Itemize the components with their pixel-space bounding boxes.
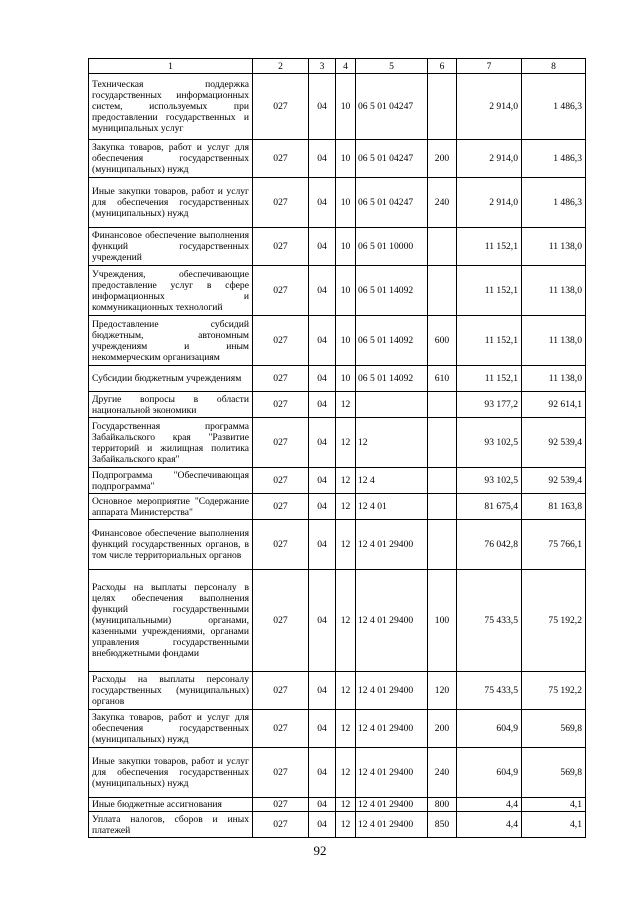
expense-type-cell [428, 418, 457, 468]
column-header: 4 [336, 59, 356, 74]
table-row [89, 812, 586, 838]
target-article-cell: 12 4 01 [356, 494, 428, 520]
amount-year2-cell: 11 138,0 [522, 266, 586, 316]
expense-type-cell [428, 392, 457, 418]
row-name-cell: Иные закупки товаров, работ и услуг для обеспечения государственных (муниципальных) нужд [89, 178, 253, 228]
amount-year1-cell: 4,4 [457, 812, 522, 838]
amount-year1-cell: 4,4 [457, 798, 522, 812]
expense-type-cell: 800 [428, 798, 457, 812]
amount-year2-cell: 569,8 [522, 710, 586, 748]
target-article-cell [356, 392, 428, 418]
amount-year1-cell: 93 177,2 [457, 392, 522, 418]
amount-year1-cell: 11 152,1 [457, 316, 522, 366]
chapter-code-cell: 027 [253, 710, 309, 748]
amount-year2-cell: 11 138,0 [522, 316, 586, 366]
target-article-cell: 12 [356, 418, 428, 468]
section-code-cell: 04 [309, 178, 336, 228]
subsection-code-cell: 12 [336, 570, 356, 672]
table-row [89, 418, 586, 468]
subsection-code-cell: 12 [336, 798, 356, 812]
chapter-code-cell: 027 [253, 316, 309, 366]
target-article-cell: 12 4 01 29400 [356, 570, 428, 672]
expense-type-cell: 200 [428, 710, 457, 748]
section-code-cell: 04 [309, 316, 336, 366]
amount-year2-cell: 75 192,2 [522, 570, 586, 672]
expense-type-cell [428, 520, 457, 570]
budget-table [88, 58, 586, 838]
expense-type-cell: 120 [428, 672, 457, 710]
column-number-row [89, 59, 586, 74]
target-article-cell: 12 4 01 29400 [356, 520, 428, 570]
chapter-code-cell: 027 [253, 570, 309, 672]
amount-year2-cell: 81 163,8 [522, 494, 586, 520]
target-article-cell: 06 5 01 10000 [356, 228, 428, 266]
amount-year2-cell: 75 192,2 [522, 672, 586, 710]
amount-year1-cell: 2 914,0 [457, 74, 522, 140]
section-code-cell: 04 [309, 366, 336, 392]
subsection-code-cell: 12 [336, 520, 356, 570]
chapter-code-cell: 027 [253, 366, 309, 392]
target-article-cell: 12 4 01 29400 [356, 672, 428, 710]
column-header: 7 [457, 59, 522, 74]
row-name-cell: Субсидии бюджетным учреждениям [89, 366, 253, 392]
page-number: 92 [313, 843, 327, 858]
table-body [89, 74, 586, 838]
subsection-code-cell: 12 [336, 468, 356, 494]
row-name-cell: Государственная программа Забайкальского края "Развитие территорий и жилищная политика Забайкальского края" [89, 418, 253, 468]
subsection-code-cell: 12 [336, 748, 356, 798]
amount-year1-cell: 2 914,0 [457, 140, 522, 178]
chapter-code-cell: 027 [253, 468, 309, 494]
section-code-cell: 04 [309, 228, 336, 266]
expense-type-cell [428, 468, 457, 494]
section-code-cell: 04 [309, 494, 336, 520]
chapter-code-cell: 027 [253, 392, 309, 418]
row-name-cell: Финансовое обеспечение выполнения функций государственных учреждений [89, 228, 253, 266]
target-article-cell: 12 4 01 29400 [356, 812, 428, 838]
chapter-code-cell: 027 [253, 74, 309, 140]
column-header: 6 [428, 59, 457, 74]
target-article-cell: 06 5 01 04247 [356, 140, 428, 178]
section-code-cell: 04 [309, 266, 336, 316]
table-row [89, 316, 586, 366]
expense-type-cell: 610 [428, 366, 457, 392]
amount-year1-cell: 75 433,5 [457, 570, 522, 672]
subsection-code-cell: 12 [336, 494, 356, 520]
table-row [89, 266, 586, 316]
column-header: 1 [89, 59, 253, 74]
chapter-code-cell: 027 [253, 494, 309, 520]
table-row [89, 74, 586, 140]
expense-type-cell: 100 [428, 570, 457, 672]
row-name-cell: Финансовое обеспечение выполнения функций государственных органов, в том числе территориальных органов [89, 520, 253, 570]
target-article-cell: 12 4 [356, 468, 428, 494]
subsection-code-cell: 10 [336, 178, 356, 228]
expense-type-cell [428, 266, 457, 316]
target-article-cell: 12 4 01 29400 [356, 748, 428, 798]
table-row [89, 710, 586, 748]
row-name-cell: Другие вопросы в области национальной экономики [89, 392, 253, 418]
section-code-cell: 04 [309, 468, 336, 494]
amount-year2-cell: 75 766,1 [522, 520, 586, 570]
row-name-cell: Предоставление субсидий бюджетным, автономным учреждениям и иным некоммерческим организациям [89, 316, 253, 366]
section-code-cell: 04 [309, 748, 336, 798]
amount-year2-cell: 92 539,4 [522, 418, 586, 468]
subsection-code-cell: 10 [336, 228, 356, 266]
table-row [89, 366, 586, 392]
amount-year1-cell: 604,9 [457, 748, 522, 798]
subsection-code-cell: 10 [336, 140, 356, 178]
row-name-cell: Закупка товаров, работ и услуг для обеспечения государственных (муниципальных) нужд [89, 710, 253, 748]
amount-year2-cell: 92 614,1 [522, 392, 586, 418]
amount-year2-cell: 1 486,3 [522, 74, 586, 140]
amount-year2-cell: 1 486,3 [522, 178, 586, 228]
chapter-code-cell: 027 [253, 748, 309, 798]
row-name-cell: Иные закупки товаров, работ и услуг для обеспечения государственных (муниципальных) нужд [89, 748, 253, 798]
section-code-cell: 04 [309, 520, 336, 570]
amount-year1-cell: 11 152,1 [457, 266, 522, 316]
subsection-code-cell: 10 [336, 366, 356, 392]
amount-year2-cell: 92 539,4 [522, 468, 586, 494]
row-name-cell: Техническая поддержка государственных информационных систем, используемых при предоставлении государственных и муниципальных услуг [89, 74, 253, 140]
table-row [89, 748, 586, 798]
row-name-cell: Закупка товаров, работ и услуг для обеспечения государственных (муниципальных) нужд [89, 140, 253, 178]
chapter-code-cell: 027 [253, 178, 309, 228]
subsection-code-cell: 12 [336, 392, 356, 418]
chapter-code-cell: 027 [253, 140, 309, 178]
amount-year1-cell: 2 914,0 [457, 178, 522, 228]
row-name-cell: Уплата налогов, сборов и иных платежей [89, 812, 253, 838]
amount-year1-cell: 11 152,1 [457, 366, 522, 392]
expense-type-cell: 850 [428, 812, 457, 838]
subsection-code-cell: 12 [336, 672, 356, 710]
amount-year2-cell: 11 138,0 [522, 228, 586, 266]
chapter-code-cell: 027 [253, 266, 309, 316]
column-header: 2 [253, 59, 309, 74]
amount-year1-cell: 93 102,5 [457, 468, 522, 494]
target-article-cell: 06 5 01 14092 [356, 266, 428, 316]
row-name-cell: Иные бюджетные ассигнования [89, 798, 253, 812]
section-code-cell: 04 [309, 140, 336, 178]
target-article-cell: 06 5 01 14092 [356, 316, 428, 366]
chapter-code-cell: 027 [253, 672, 309, 710]
column-header: 3 [309, 59, 336, 74]
table-row [89, 570, 586, 672]
expense-type-cell: 240 [428, 748, 457, 798]
section-code-cell: 04 [309, 570, 336, 672]
section-code-cell: 04 [309, 812, 336, 838]
expense-type-cell: 240 [428, 178, 457, 228]
expense-type-cell: 200 [428, 140, 457, 178]
amount-year1-cell: 76 042,8 [457, 520, 522, 570]
target-article-cell: 06 5 01 14092 [356, 366, 428, 392]
section-code-cell: 04 [309, 710, 336, 748]
target-article-cell: 06 5 01 04247 [356, 74, 428, 140]
row-name-cell: Основное мероприятие "Содержание аппарата Министерства" [89, 494, 253, 520]
amount-year2-cell: 11 138,0 [522, 366, 586, 392]
expense-type-cell [428, 74, 457, 140]
table-row [89, 392, 586, 418]
table-row [89, 468, 586, 494]
section-code-cell: 04 [309, 392, 336, 418]
expense-type-cell [428, 494, 457, 520]
subsection-code-cell: 10 [336, 316, 356, 366]
section-code-cell: 04 [309, 672, 336, 710]
row-name-cell: Учреждения, обеспечивающие предоставление услуг в сфере информационных и коммуникационных технологий [89, 266, 253, 316]
chapter-code-cell: 027 [253, 228, 309, 266]
table-row [89, 178, 586, 228]
table-row [89, 798, 586, 812]
expense-type-cell [428, 228, 457, 266]
section-code-cell: 04 [309, 74, 336, 140]
table-row [89, 494, 586, 520]
target-article-cell: 12 4 01 29400 [356, 710, 428, 748]
amount-year1-cell: 93 102,5 [457, 418, 522, 468]
target-article-cell: 12 4 01 29400 [356, 798, 428, 812]
row-name-cell: Подпрограмма "Обеспечивающая подпрограмма" [89, 468, 253, 494]
amount-year2-cell: 4,1 [522, 812, 586, 838]
subsection-code-cell: 12 [336, 812, 356, 838]
table-row [89, 140, 586, 178]
amount-year2-cell: 569,8 [522, 748, 586, 798]
chapter-code-cell: 027 [253, 812, 309, 838]
budget-table-container [88, 58, 585, 838]
column-header: 8 [522, 59, 586, 74]
amount-year1-cell: 11 152,1 [457, 228, 522, 266]
expense-type-cell: 600 [428, 316, 457, 366]
subsection-code-cell: 12 [336, 418, 356, 468]
table-row [89, 672, 586, 710]
amount-year2-cell: 4,1 [522, 798, 586, 812]
table-row [89, 228, 586, 266]
amount-year1-cell: 81 675,4 [457, 494, 522, 520]
target-article-cell: 06 5 01 04247 [356, 178, 428, 228]
section-code-cell: 04 [309, 798, 336, 812]
chapter-code-cell: 027 [253, 520, 309, 570]
column-header: 5 [356, 59, 428, 74]
chapter-code-cell: 027 [253, 418, 309, 468]
chapter-code-cell: 027 [253, 798, 309, 812]
amount-year1-cell: 604,9 [457, 710, 522, 748]
row-name-cell: Расходы на выплаты персоналу в целях обеспечения выполнения функций государственными (муниципальными) органами, казенными учреждениями, органами управления государственными внебюджетными фондами [89, 570, 253, 672]
subsection-code-cell: 12 [336, 710, 356, 748]
amount-year2-cell: 1 486,3 [522, 140, 586, 178]
amount-year1-cell: 75 433,5 [457, 672, 522, 710]
section-code-cell: 04 [309, 418, 336, 468]
row-name-cell: Расходы на выплаты персоналу государственных (муниципальных) органов [89, 672, 253, 710]
subsection-code-cell: 10 [336, 74, 356, 140]
table-row [89, 520, 586, 570]
subsection-code-cell: 10 [336, 266, 356, 316]
